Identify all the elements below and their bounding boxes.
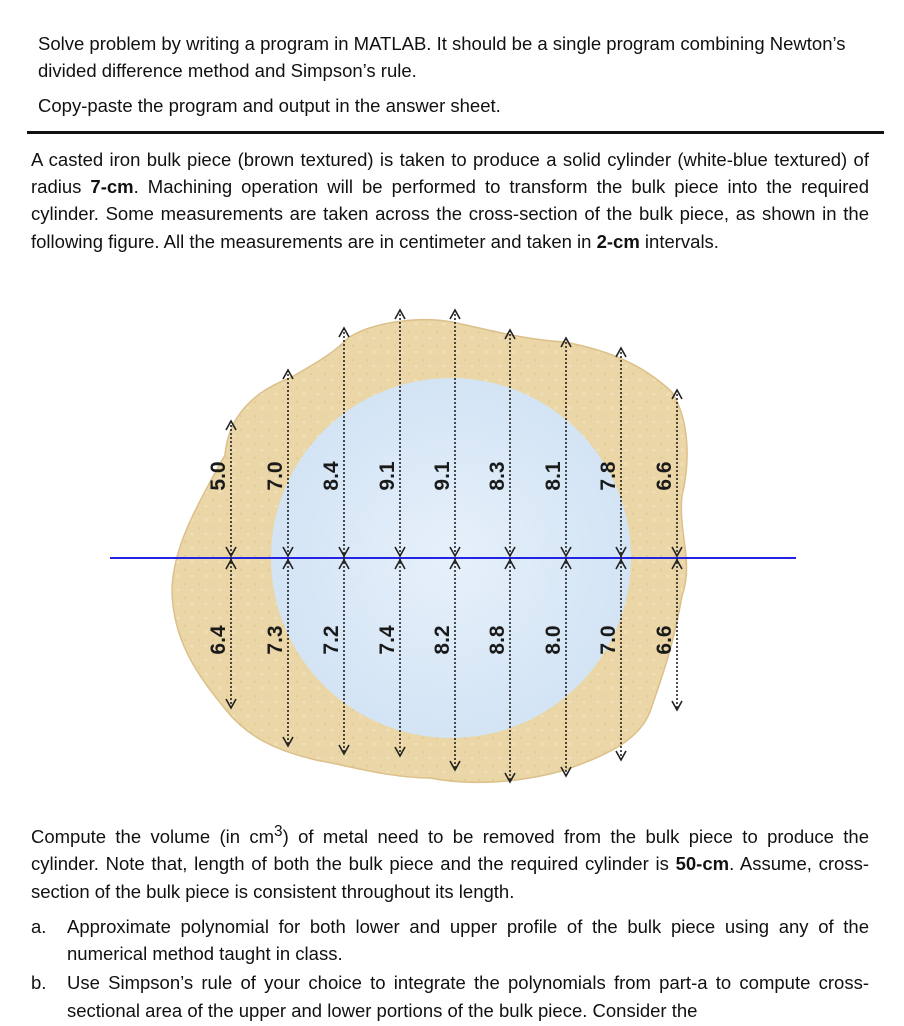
lower-measure-label: 7.3 xyxy=(264,625,287,655)
interval-value: 2-cm xyxy=(596,230,640,252)
lower-measure-label: 6.6 xyxy=(653,625,676,655)
upper-measure-label: 9.1 xyxy=(431,461,454,491)
lower-measure-label: 6.4 xyxy=(207,625,230,655)
item-marker: a. xyxy=(31,916,47,937)
lower-measure-label: 8.0 xyxy=(542,625,565,655)
question-list xyxy=(31,913,869,1026)
upper-measure-label: 5.0 xyxy=(207,461,230,491)
upper-measure-label: 8.3 xyxy=(486,461,509,491)
compute-statement xyxy=(31,818,869,905)
cross-section-figure xyxy=(0,300,904,800)
upper-measure-label: 6.6 xyxy=(653,461,676,491)
upper-measure-label: 7.8 xyxy=(597,461,620,491)
list-item xyxy=(31,969,869,1023)
upper-measure-label: 7.0 xyxy=(264,461,287,491)
divider xyxy=(27,131,884,134)
instructions xyxy=(38,30,868,119)
cubic-superscript: 3 xyxy=(274,823,283,840)
compute-text-1: Compute the volume (in cm xyxy=(31,826,275,848)
instruction-line: Solve problem by writing a program in MATLAB. It should be a single program combining Newton’s divided difference method and Simpson’s rule. xyxy=(38,33,846,81)
upper-measure-label: 8.1 xyxy=(542,461,565,491)
lower-measure-label: 7.0 xyxy=(597,625,620,655)
item-text: Approximate polynomial for both lower and upper profile of the bulk piece using any of the numerical method taught in class. xyxy=(67,916,869,965)
cross-section-diagram xyxy=(0,300,904,800)
length-value: 50-cm xyxy=(675,853,730,875)
problem-statement xyxy=(31,146,869,255)
lower-measure-label: 8.2 xyxy=(431,625,454,655)
upper-measure-label: 8.4 xyxy=(320,461,343,491)
item-text: Use Simpson’s rule of your choice to integrate the polynomials from part-a to compute cross-sectional area of the upper and lower portions of the bulk piece. Consider the xyxy=(67,972,869,1021)
lower-measure-label: 7.4 xyxy=(376,625,399,655)
lower-measure-label: 8.8 xyxy=(486,625,509,655)
compute-text-3: . Assume, cross-section of the bulk piece is consistent throughout its length. xyxy=(31,853,869,902)
problem-text-3: intervals. xyxy=(639,230,719,252)
item-marker: b. xyxy=(31,972,47,994)
radius-value: 7-cm xyxy=(90,176,134,198)
instruction-copy-line: Copy-paste the program and output in the answer sheet. xyxy=(38,95,501,116)
problem-text-1: A casted iron bulk piece (brown textured) is taken to produce a solid cylinder (white-blue textured) of radius xyxy=(31,149,869,198)
upper-measure-label: 9.1 xyxy=(376,461,399,491)
compute-text-2: ) of metal need to be removed from the bulk piece to produce the cylinder. Note that, length of both the bulk piece and the required cylinder is xyxy=(31,826,870,875)
list-item xyxy=(31,913,869,967)
lower-measure-label: 7.2 xyxy=(320,625,343,655)
problem-text-2: . Machining operation will be performed to transform the bulk piece into the required cylinder. Some measurements are taken across the cross-section of the bulk piece, as shown in the following figure. All the measurements are in centimeter and taken in xyxy=(31,176,870,252)
